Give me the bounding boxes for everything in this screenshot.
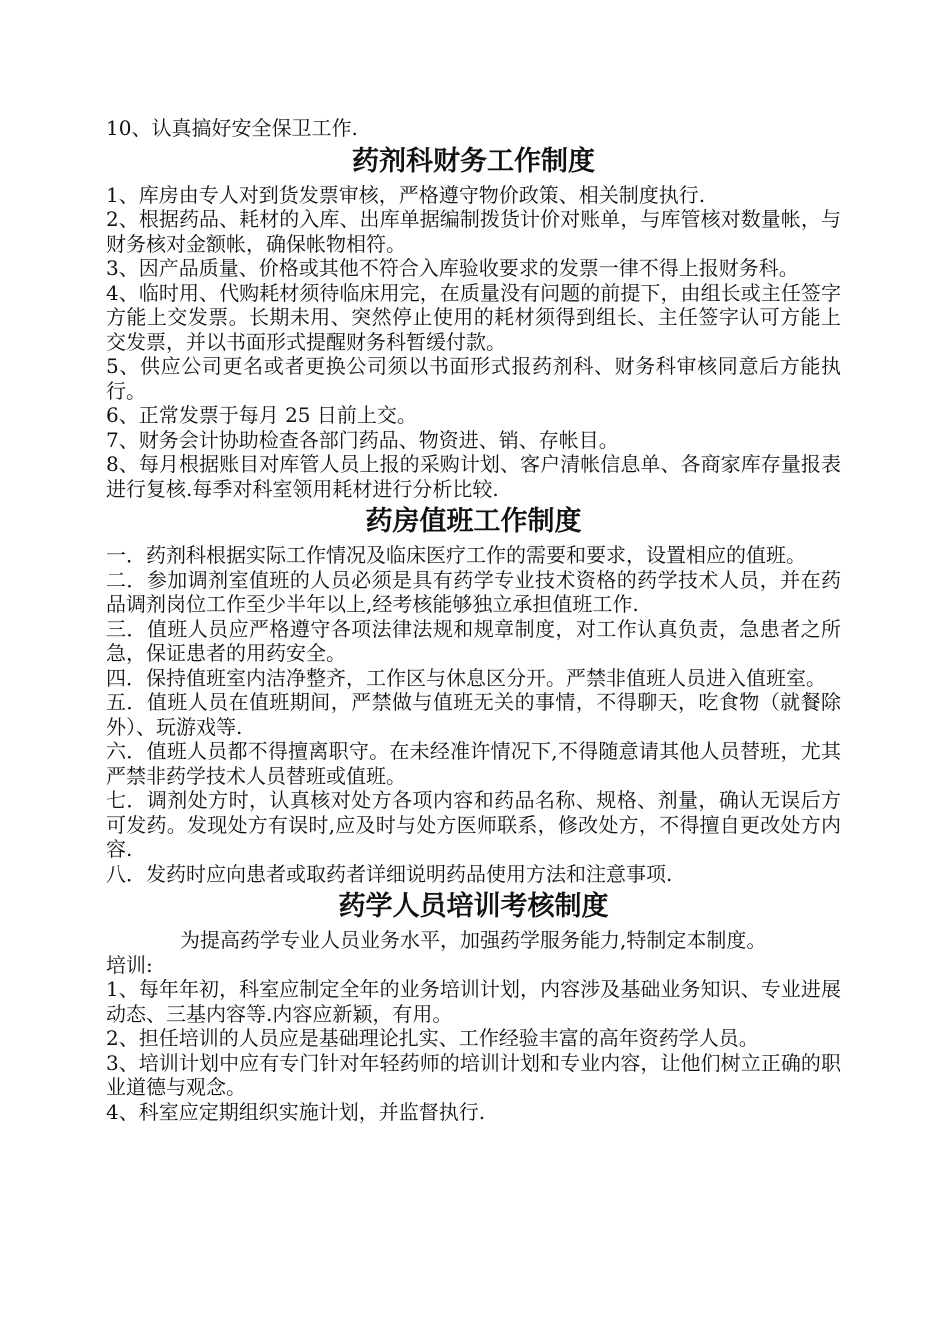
paragraph: 8、每月根据账目对库管人员上报的采购计划、客户清帐信息单、各商家库存量报表进行复核.每季对科室领用耗材进行分析比较. <box>106 452 841 501</box>
section-finance <box>106 144 841 502</box>
paragraph: 5、供应公司更名或者更换公司须以书面形式报药剂科、财务科审核同意后方能执行。 <box>106 354 841 403</box>
paragraph: 6、正常发票于每月 25 日前上交。 <box>106 403 417 427</box>
paragraph: 2、根据药品、耗材的入库、出库单据编制拨货计价对账单，与库管核对数量帐，与财务核对金额帐，确保帐物相符。 <box>106 207 841 256</box>
section-title: 药剂科财务工作制度 <box>352 145 595 177</box>
paragraph: 2、担任培训的人员应是基础理论扎实、工作经验丰富的高年资药学人员。 <box>106 1026 759 1050</box>
paragraph: 3、培训计划中应有专门针对年轻药师的培训计划和专业内容，让他们树立正确的职业道德与观念。 <box>106 1050 841 1099</box>
paragraph: 四．保持值班室内洁净整齐，工作区与休息区分开。严禁非值班人员进入值班室。 <box>106 665 826 690</box>
document-page <box>106 116 841 1124</box>
section-title: 药房值班工作制度 <box>365 506 582 537</box>
paragraph: 八．发药时应向患者或取药者详细说明药品使用方法和注意事项. <box>106 861 673 886</box>
section-title: 药学人员培训考核制度 <box>338 891 609 922</box>
paragraph: 3、因产品质量、价格或其他不符合入库验收要求的发票一律不得上报财务科。 <box>106 256 799 280</box>
paragraph: 六．值班人员都不得擅离职守。在未经准许情况下,不得随意请其他人员替班，尤其严禁非药学技术人员替班或值班。 <box>106 739 841 788</box>
paragraph: 一．药剂科根据实际工作情况及临床医疗工作的需要和要求，设置相应的值班。 <box>106 543 806 567</box>
paragraph: 4、科室应定期组织实施计划，并监督执行. <box>106 1099 486 1124</box>
paragraph: 4、临时用、代购耗材须待临床用完，在质量没有问题的前提下，由组长或主任签字方能上交发票。长期未用、突然停止使用的耗材须得到组长、主任签字认可方能上交发票，并以书面形式提醒财务科暂缓付款。 <box>106 280 841 354</box>
paragraph: 1、每年年初，科室应制定全年的业务培训计划，内容涉及基础业务知识、专业进展动态、三基内容等.内容应新颖，有用。 <box>106 977 841 1026</box>
section-duty <box>106 504 841 886</box>
section-training <box>106 889 841 1124</box>
paragraph: 1、库房由专人对到货发票审核，严格遵守物价政策、相关制度执行. <box>106 182 706 207</box>
intro-paragraph: 为提高药学专业人员业务水平，加强药学服务能力,特制定本制度。 <box>180 928 767 952</box>
paragraph: 七．调剂处方时，认真核对处方各项内容和药品名称、规格、剂量，确认无误后方可发药。发现处方有误时,应及时与处方医师联系，修改处方，不得擅自更改处方内容. <box>106 788 841 861</box>
paragraph: 五．值班人员在值班期间，严禁做与值班无关的事情，不得聊天，吃食物（就餐除外）、玩游戏等. <box>106 690 841 739</box>
paragraph: 培训: <box>106 952 153 977</box>
top-line: 10、认真搞好安全保卫工作. <box>106 116 358 140</box>
paragraph: 7、财务会计协助检查各部门药品、物资进、销、存帐目。 <box>106 427 619 452</box>
paragraph: 三．值班人员应严格遵守各项法律法规和规章制度，对工作认真负责，急患者之所急，保证患者的用药安全。 <box>106 616 841 665</box>
paragraph: 二．参加调剂室值班的人员必须是具有药学专业技术资格的药学技术人员，并在药品调剂岗位工作至少半年以上,经考核能够独立承担值班工作. <box>106 567 841 616</box>
